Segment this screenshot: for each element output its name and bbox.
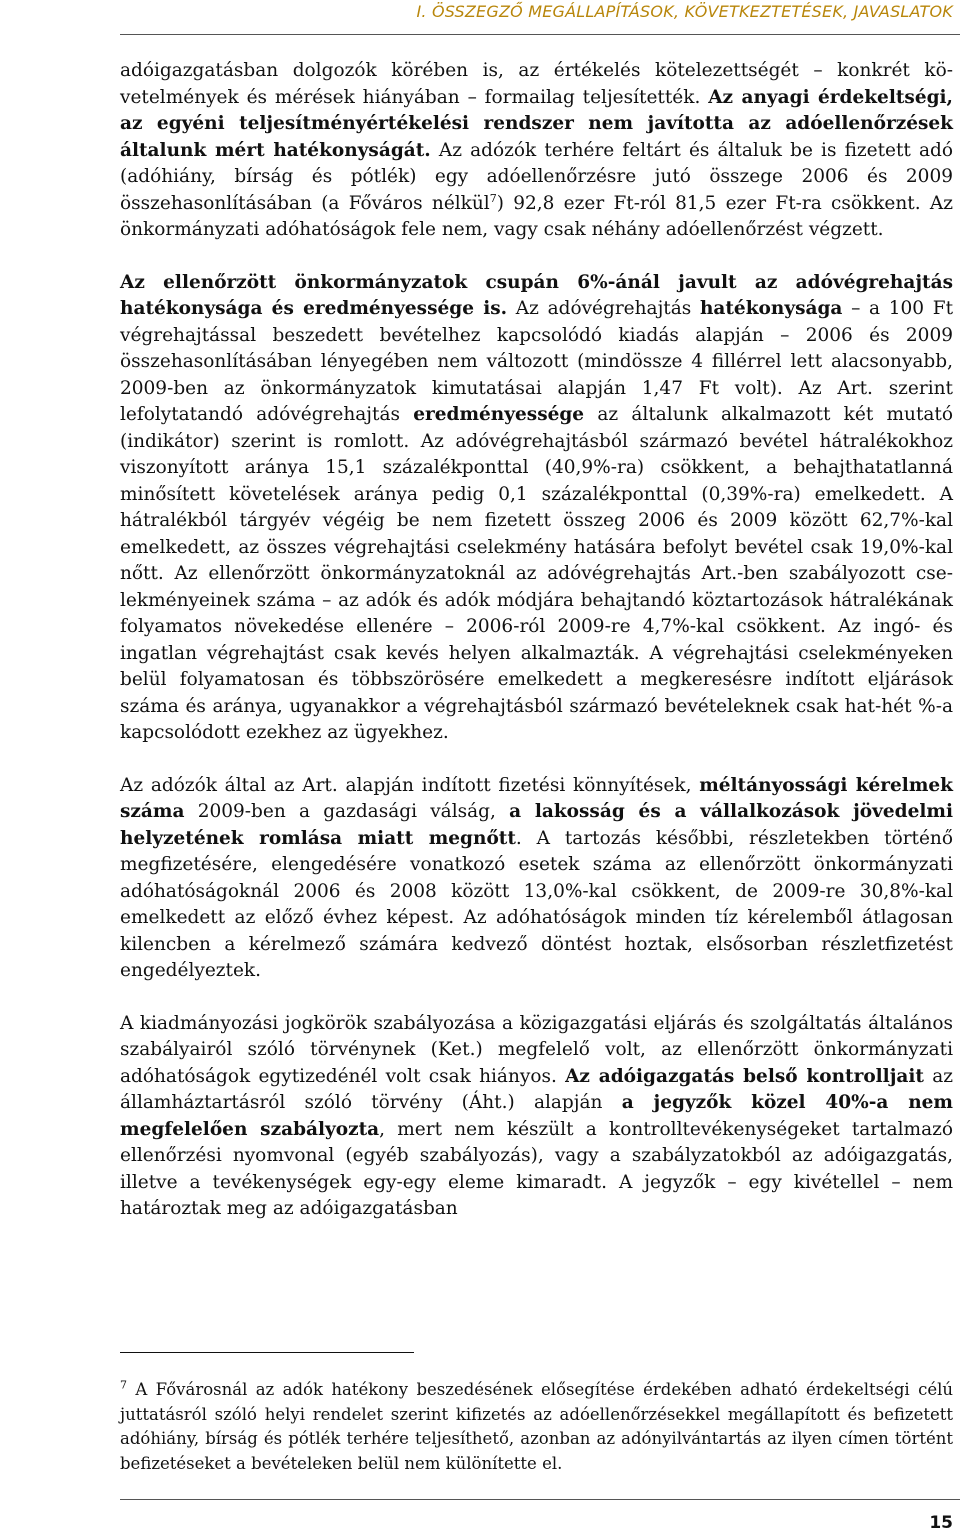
- emphasized-text: a lakosság és a vállalkozások jövedelmi helyzetének romlása miatt megnőtt: [120, 801, 953, 849]
- text-run: ) 92,8 ezer Ft-ról 81,5 ezer Ft-ra csökkent. Az önkormányzati adóhatóságok fele nem, vagy csak néhány adóellenőrzést végzett.: [120, 192, 953, 240]
- text-run: 2009-ben a gazdasági válság,: [184, 801, 510, 822]
- emphasized-text: Az adóigazgatás belső kontrolljait: [565, 1065, 924, 1087]
- emphasized-text: méltányossági kérelmek száma: [120, 774, 953, 822]
- footnote-text: A Fővárosnál az adók hatékony beszedésének elősegítése érdekében adható érdekeltségi célú juttatásról szóló helyi rendelet szerint kifizetés az adóellenőrzésekkel megállapított és befizetett adóhiány, bírság és pótlék terhére teljesíthető, azonban az adónyilvántartás az ilyen címen történt befizetéseket a bevételeken belül nem különítette el.: [120, 1380, 953, 1473]
- footnote-reference: 7: [489, 191, 497, 205]
- text-run: Az adóvégrehajtás: [507, 298, 700, 319]
- emphasized-text: hatékonysága: [699, 298, 843, 319]
- paragraph: [120, 773, 953, 985]
- paragraph: [120, 270, 953, 747]
- text-run: Az adózók terhére feltárt és általuk be is fizetett adó (adóhiány, bírság és pótlék) egy adóellenőrzésre jutó összege 2006 és 2009 összehasonlításában (a Főváros nélkül: [120, 139, 953, 214]
- text-run: , mert nem készült a kontrolltevékenységeket tartalmazó ellenőrzési nyomvonal (egyéb szabályozás), vagy a szabályzatokból az adóigazgatás, illetve a tevékenységek egy-egy eleme kimaradt. A jegyzők – egy kivétellel – nem határoztak meg az adóigazgatásban: [120, 1118, 953, 1219]
- running-header: I. ÖSSZEGZŐ MEGÁLLAPÍTÁSOK, KÖVETKEZTETÉSEK, JAVASLATOK: [416, 2, 953, 21]
- text-run: A kiadmányozási jogkörök szabályozása a közigazgatási eljárás és szolgáltatás általános szabályairól szóló törvénynek (Ket.) megfelelő volt, az ellenőrzött önkormányzati adóhatóságok egytizedénél volt csak hiányos.: [120, 1012, 953, 1087]
- footnote-separator: [120, 1352, 414, 1353]
- page-number: 15: [929, 1513, 953, 1533]
- footnote: [120, 1378, 953, 1476]
- text-run: – a 100 Ft végrehajtással beszedett bevételhez kapcsolódó kiadás alapján – 2006 és 2009 összehasonlításában lényegében nem változott (mindössze 4 fillérrel lett alacsonyabb, 2009-ben az önkormányzatok kimutatásai alapján 1,47 Ft volt). Az Art. szerint lefolytatandó adóvégrehajtás: [120, 298, 953, 425]
- emphasized-text: eredményessége: [413, 404, 585, 425]
- footnote-marker: 7: [120, 1378, 127, 1392]
- text-run: az államháztartásról szóló törvény (Áht.) alapján: [120, 1065, 953, 1113]
- text-run: az általunk alkalmazott két mutató (indikátor) szerint is romlott. Az adóvégrehajtásból származó bevétel hátralékokhoz viszonyított aránya 15,1 százalékponttal (40,9%-ra) csökkent, a behajthatatlanná minősített követelések aránya pedig 0,1 százalékponttal (0,39%-ra) emelkedett. A hátralékból tárgyév végéig be nem fizetett összeg 2006 és 2009 között 62,7%-kal emelkedett, az összes végrehajtási cselekmény hatására befolyt bevétel csak 19,0%-kal nőtt. Az ellenőrzött önkormányzatoknál az adóvégrehajtás Art.-ben szabályozott cselekményeinek száma – az adók és adók módjára behajtandó köztartozások hátralékának folyamatos növekedése ellenére – 2006-ról 2009-re 4,7%-kal csökkent. Az ingó- és ingatlan végrehajtást csak kevés helyen alkalmazták. A végrehajtási cselekményeken belül folyamatosan és többszörösére emelkedett a megkeresésre indított eljárások száma és aránya, ugyanakkor a végrehajtásból származó bevételeknek csak hat-hét %-a kapcsolódott ezekhez az ügyekhez.: [120, 404, 953, 743]
- header-divider: [120, 34, 960, 35]
- text-run: adóigazgatásban dolgozók körében is, az értékelés kötelezettségét – konkrét követelmények és mérések hiányában – formailag teljesítették.: [120, 60, 953, 108]
- emphasized-text: Az anyagi érdekeltségi, az egyéni teljesítményértékelési rendszer nem javította az adóellenőrzések általunk mért hatékonyságát.: [120, 86, 953, 161]
- paragraph: [120, 58, 953, 244]
- paragraph: [120, 1011, 953, 1223]
- text-run: . A tartozás későbbi, részletekben történő megfizetésére, elengedésére vonatkozó esetek száma az ellenőrzött önkormányzati adóhatóságoknál 2006 és 2008 között 13,0%-kal csökkent, de 2009-re 30,8%-kal emelkedett az előző évhez képest. Az adóhatóságok minden tíz kérelemből átlagosan kilencben a kérelmező számára kedvező döntést hoztak, elsősorban részletfizetést engedélyeztek.: [120, 827, 953, 981]
- emphasized-text: a jegyzők közel 40%-a nem megfelelően szabályozta: [120, 1092, 953, 1140]
- body-text: [120, 58, 953, 1249]
- emphasized-text: Az ellenőrzött önkormányzatok csupán 6%-ánál javult az adóvégrehajtás hatékonysága és eredményessége is.: [120, 271, 953, 319]
- footer-divider: [120, 1499, 960, 1500]
- text-run: Az adózók által az Art. alapján indított fizetési könnyítések,: [120, 774, 700, 796]
